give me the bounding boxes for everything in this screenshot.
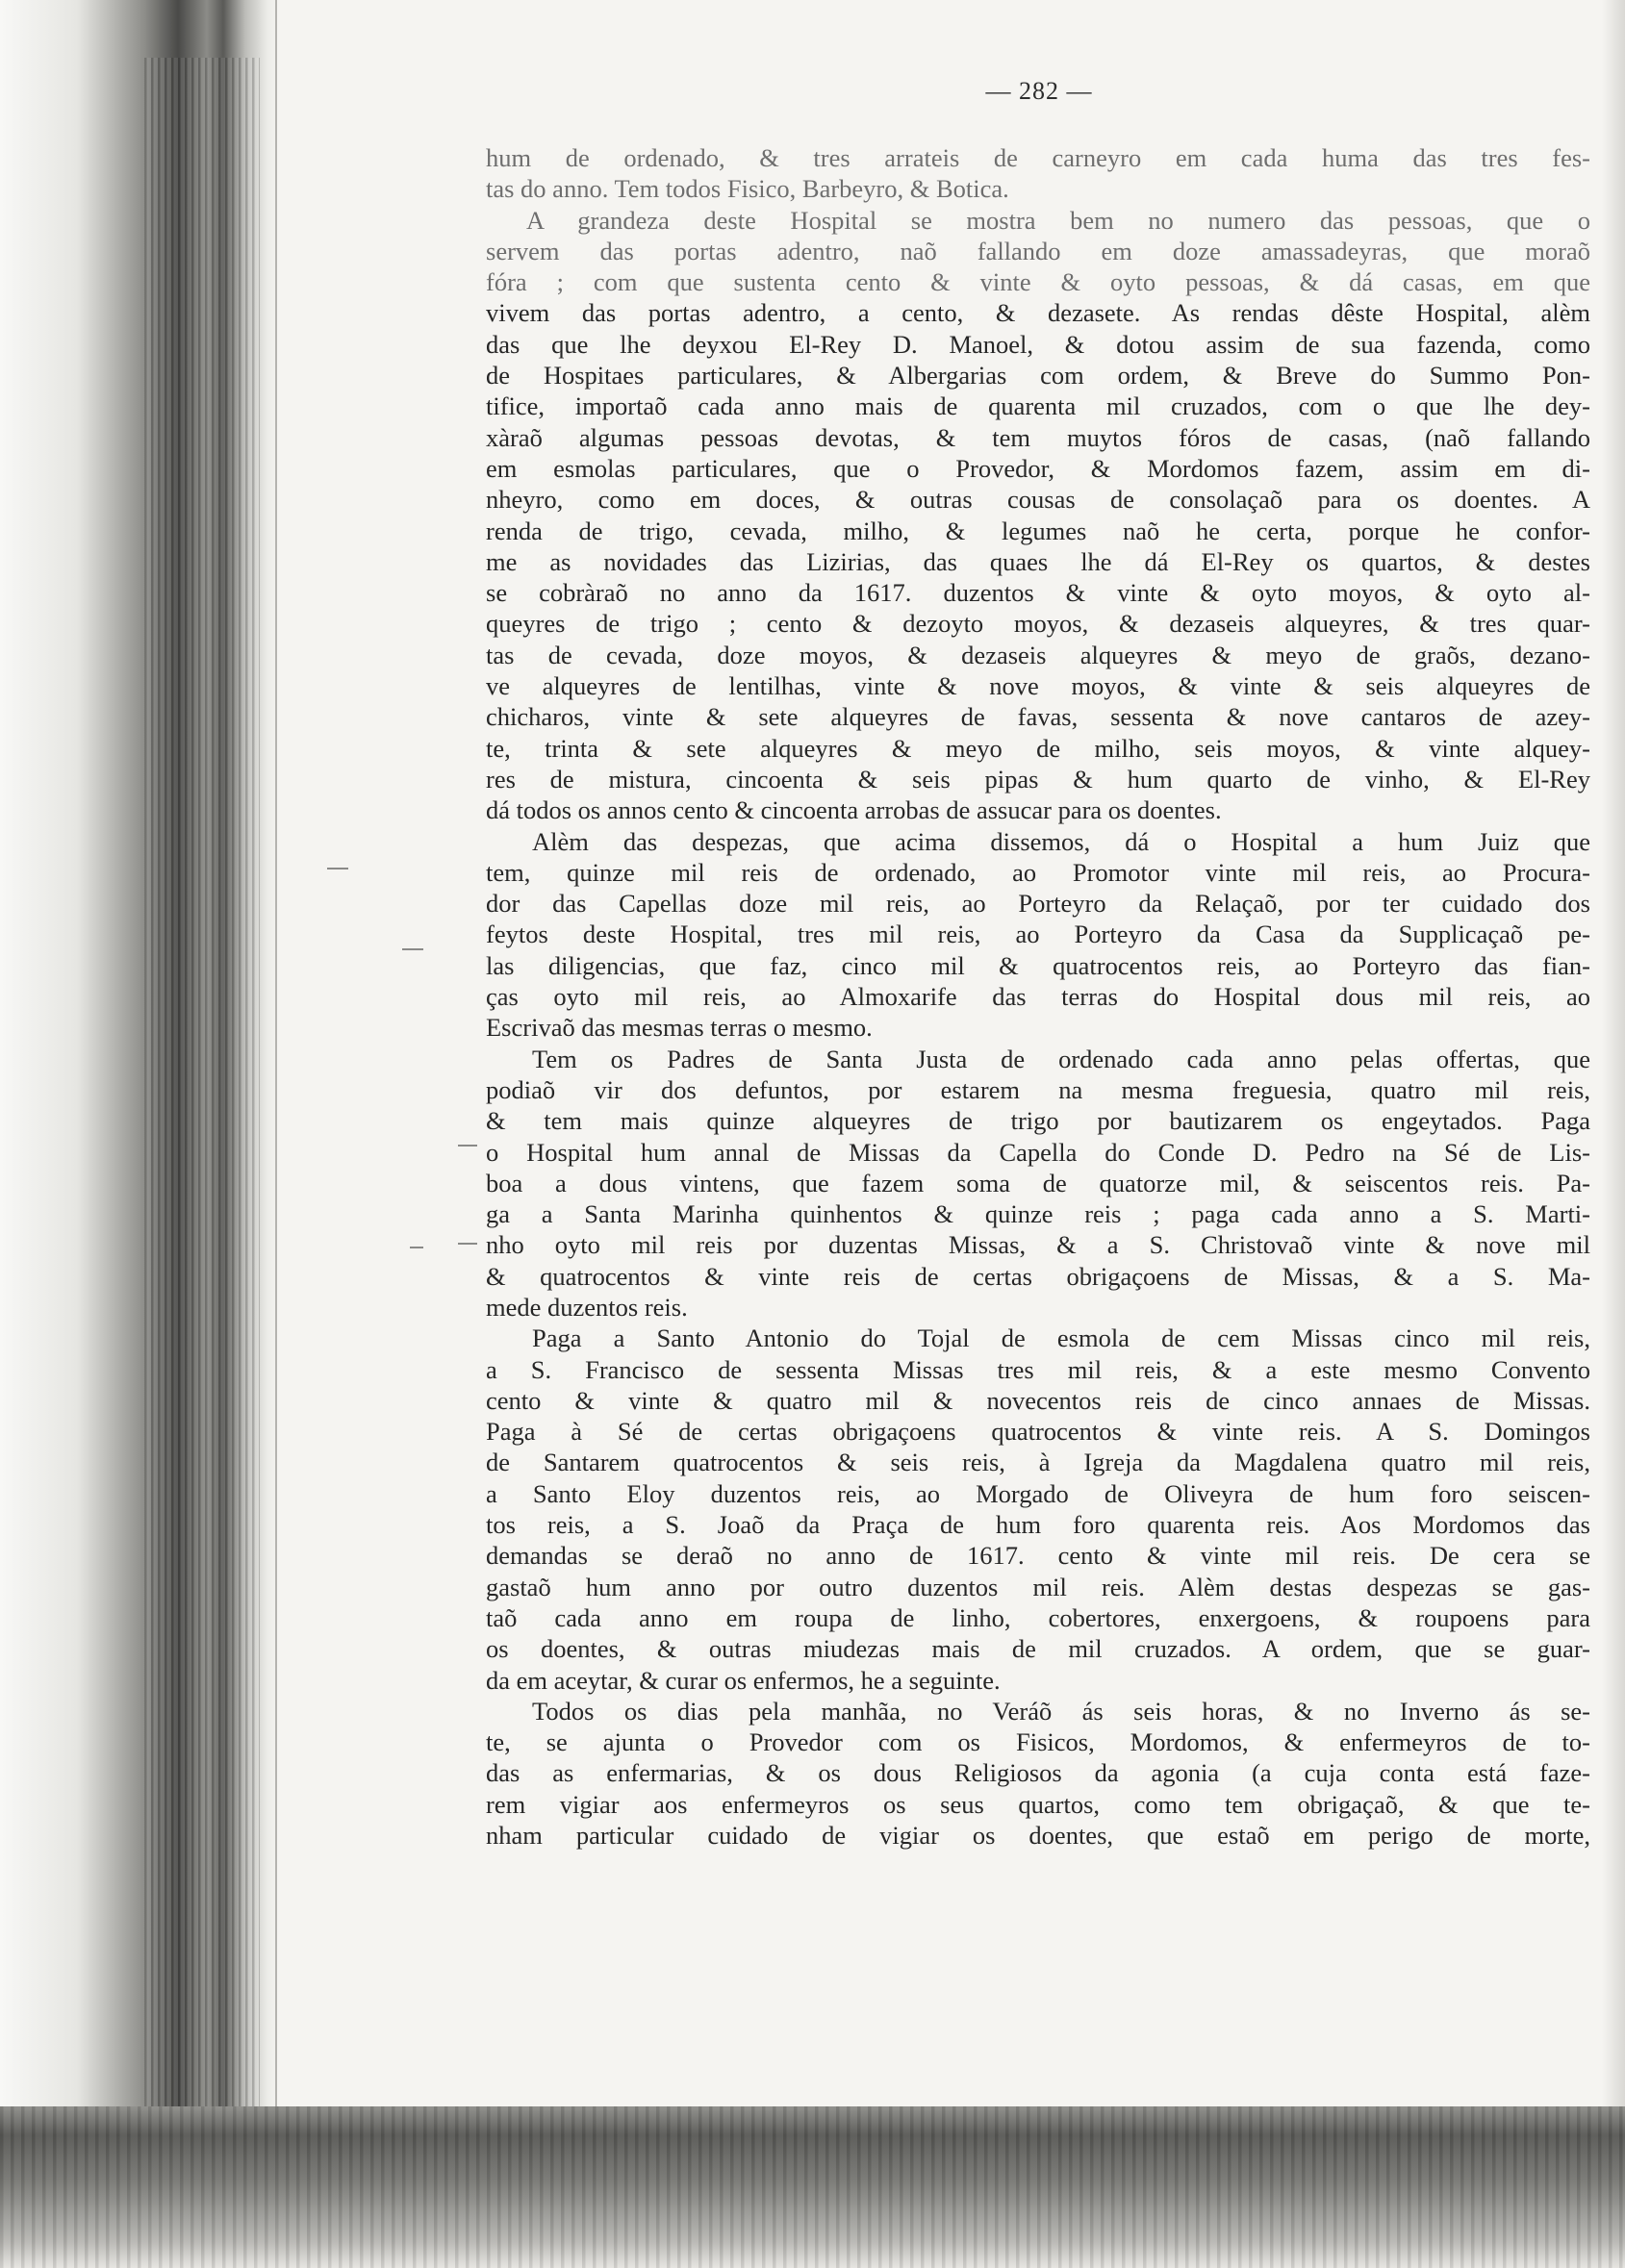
text-line: vivem das portas adentro, a cento, & dezasete. As rendas dêste Hospital, alèm xyxy=(486,298,1590,328)
text-line: chicharos, vinte & sete alqueyres de favas, sessenta & nove cantaros de azey- xyxy=(486,702,1590,732)
book-binding-shadow xyxy=(0,0,279,2268)
text-line: Alèm das despezas, que acima dissemos, dá o Hospital a hum Juiz que xyxy=(532,826,1590,856)
text-line: rem vigiar aos enfermeyros os seus quartos, como tem obrigaçaõ, & que te- xyxy=(486,1789,1590,1819)
text-line: nheyro, como em doces, & outras cousas de consolaçaõ para os doentes. A xyxy=(486,485,1590,515)
text-line: o Hospital hum annal de Missas da Capella do Conde D. Pedro na Sé de Lis- xyxy=(486,1137,1590,1167)
text-line: me as novidades das Lizirias, das quaes lhe dá El-Rey os quartos, & destes xyxy=(486,546,1590,576)
page-stack-edges xyxy=(144,58,260,2126)
text-line: nho oyto mil reis por duzentas Missas, & a S. Christovaõ vinte & nove mil xyxy=(486,1230,1590,1260)
text-line: te, se ajunta o Provedor com os Fisicos, Mordomos, & enfermeyros de to- xyxy=(486,1727,1590,1757)
text-line: das as enfermarias, & os dous Religiosos da agonia (a cuja conta está faze- xyxy=(486,1758,1590,1788)
page-edge-right xyxy=(1602,0,1625,2268)
text-line: res de mistura, cincoenta & seis pipas & hum quarto de vinho, & El-Rey xyxy=(486,764,1590,794)
text-line: se cobràraõ no anno da 1617. duzentos & vinte & oyto moyos, & oyto al- xyxy=(486,578,1590,608)
text-line: renda de trigo, cevada, milho, & legumes naõ he certa, porque he confor- xyxy=(486,516,1590,545)
text-line: ga a Santa Marinha quinhentos & quinze reis ; paga cada anno a S. Marti- xyxy=(486,1199,1590,1229)
text-line: em esmolas particulares, que o Provedor, & Mordomos fazem, assim em di- xyxy=(486,453,1590,483)
text-line: taõ cada anno em roupa de linho, cobertores, enxergoens, & roupoens para xyxy=(486,1602,1590,1632)
text-line: xàraõ algumas pessoas devotas, & tem muytos fóros de casas, (naõ fallando xyxy=(486,422,1590,452)
text-line: a Santo Eloy duzentos reis, ao Morgado de Oliveyra de hum foro seiscen- xyxy=(486,1478,1590,1508)
text-line: de Santarem quatrocentos & seis reis, à Igreja da Magdalena quatro mil reis, xyxy=(486,1448,1590,1477)
text-line: Escrivaõ das mesmas terras o mesmo. xyxy=(486,1013,873,1043)
margin-dash xyxy=(458,1243,477,1245)
text-line: Todos os dias pela manhãa, no Veráõ ás seis horas, & no Inverno ás se- xyxy=(532,1696,1590,1726)
text-line: tifice, importaõ cada anno mais de quarenta mil cruzados, com o que lhe dey- xyxy=(486,391,1590,421)
margin-dash xyxy=(410,1247,423,1248)
text-line: hum de ordenado, & tres arrateis de carneyro em cada huma das tres fes- xyxy=(486,143,1590,172)
margin-dash xyxy=(402,948,423,950)
text-line: & quatrocentos & vinte reis de certas obrigaçoens de Missas, & a S. Ma- xyxy=(486,1261,1590,1291)
text-line: tas do anno. Tem todos Fisico, Barbeyro, & Botica. xyxy=(486,174,1009,204)
text-line: dá todos os annos cento & cincoenta arrobas de assucar para os doentes. xyxy=(486,795,1222,825)
bottom-page-edges xyxy=(0,2106,1625,2268)
text-line: a S. Francisco de sessenta Missas tres mil reis, & a este mesmo Convento xyxy=(486,1354,1590,1384)
text-line: tem, quinze mil reis de ordenado, ao Promotor vinte mil reis, ao Procura- xyxy=(486,857,1590,887)
text-line: podiaõ vir dos defuntos, por estarem na mesma freguesia, quatro mil reis, xyxy=(486,1074,1590,1104)
text-line: Paga a Santo Antonio do Tojal de esmola de cem Missas cinco mil reis, xyxy=(532,1323,1590,1353)
text-line: ve alqueyres de lentilhas, vinte & nove moyos, & vinte & seis alqueyres de xyxy=(486,671,1590,701)
text-line: mede duzentos reis. xyxy=(486,1292,688,1322)
text-line: & tem mais quinze alqueyres de trigo por bautizarem os engeytados. Paga xyxy=(486,1106,1590,1136)
text-line: dor das Capellas doze mil reis, ao Porteyro da Relaçaõ, por ter cuidado dos xyxy=(486,889,1590,919)
text-line: las diligencias, que faz, cinco mil & quatrocentos reis, ao Porteyro das fian- xyxy=(486,950,1590,980)
text-line: A grandeza deste Hospital se mostra bem no numero das pessoas, que o xyxy=(526,205,1590,235)
text-line: cento & vinte & quatro mil & novecentos reis de cinco annaes de Missas. xyxy=(486,1385,1590,1415)
text-line: servem das portas adentro, naõ fallando em doze amassadeyras, que moraõ xyxy=(486,236,1590,265)
text-line: feytos deste Hospital, tres mil reis, ao Porteyro da Casa da Supplicaçaõ pe- xyxy=(486,920,1590,949)
text-line: ças oyto mil reis, ao Almoxarife das terras do Hospital dous mil reis, ao xyxy=(486,982,1590,1012)
margin-dash xyxy=(458,1145,477,1147)
text-line: Tem os Padres de Santa Justa de ordenado cada anno pelas offertas, que xyxy=(532,1044,1590,1073)
text-line: das que lhe deyxou El-Rey D. Manoel, & dotou assim de sua fazenda, como xyxy=(486,329,1590,359)
text-line: nham particular cuidado de vigiar os doentes, que estaõ em perigo de morte, xyxy=(486,1821,1590,1851)
text-line: os doentes, & outras miudezas mais de mil cruzados. A ordem, que se guar- xyxy=(486,1634,1590,1664)
text-line: tas de cevada, doze moyos, & dezaseis alqueyres & meyo de graõs, dezano- xyxy=(486,640,1590,669)
text-line: gastaõ hum anno por outro duzentos mil reis. Alèm destas despezas se gas- xyxy=(486,1572,1590,1601)
text-line: demandas se deraõ no anno de 1617. cento & vinte mil reis. De cera se xyxy=(486,1541,1590,1571)
text-line: te, trinta & sete alqueyres & meyo de milho, seis moyos, & vinte alquey- xyxy=(486,733,1590,763)
margin-dash xyxy=(327,868,348,869)
text-line: tos reis, a S. Joaõ da Praça de hum foro quarenta reis. Aos Mordomos das xyxy=(486,1510,1590,1540)
text-line: fóra ; com que sustenta cento & vinte & oyto pessoas, & dá casas, em que xyxy=(486,267,1590,297)
text-line: de Hospitaes particulares, & Albergarias com ordem, & Breve do Summo Pon- xyxy=(486,361,1590,391)
text-line: da em aceytar, & curar os enfermos, he a seguinte. xyxy=(486,1665,1001,1695)
text-line: boa a dous vintens, que fazem soma de quatorze mil, & seiscentos reis. Pa- xyxy=(486,1168,1590,1197)
body-text xyxy=(486,142,1590,1851)
page-number: — 282 — xyxy=(985,77,1093,105)
text-line: Paga à Sé de certas obrigaçoens quatrocentos & vinte reis. A S. Domingos xyxy=(486,1417,1590,1447)
text-line: queyres de trigo ; cento & dezoyto moyos, & dezaseis alqueyres, & tres quar- xyxy=(486,609,1590,639)
